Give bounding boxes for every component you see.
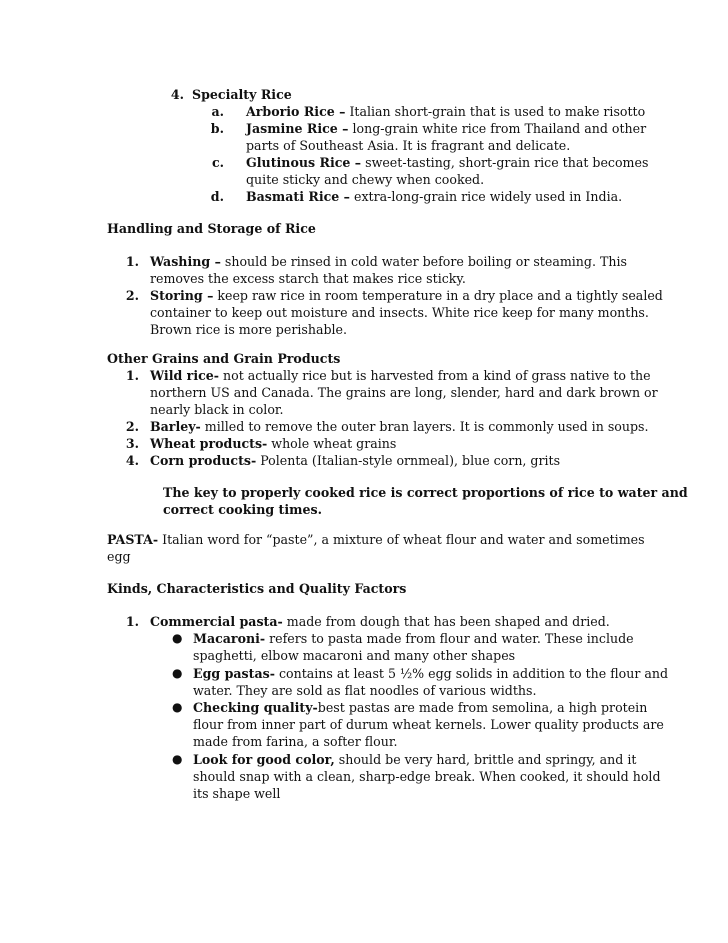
list-item xyxy=(150,418,649,435)
list-item xyxy=(193,665,668,682)
definition-text: Brown rice is more perishable. xyxy=(150,322,347,337)
definition-text: quite sticky and chewy when cooked. xyxy=(246,172,485,187)
list-item xyxy=(150,287,663,304)
definition-text: should snap with a clean, sharp-edge break. When cooked, it should hold xyxy=(193,769,661,784)
definition-text: sweet-tasting, short-grain rice that becomes xyxy=(361,155,649,170)
key-note: The key to properly cooked rice is correct proportions of rice to water and xyxy=(163,485,688,500)
bullet-icon: ● xyxy=(172,700,183,714)
term: Macaroni- xyxy=(193,631,266,646)
list-number: 4. xyxy=(125,453,139,468)
list-item xyxy=(150,613,610,630)
definition-text: long-grain white rice from Thailand and other xyxy=(348,121,647,136)
list-number: 1. xyxy=(125,254,139,269)
bullet-icon: ● xyxy=(172,631,183,645)
term: Washing – xyxy=(150,254,221,269)
section-heading-handling: Handling and Storage of Rice xyxy=(107,221,316,236)
definition-text: flour from inner part of durum wheat kernels. Lower quality products are xyxy=(193,717,664,732)
definition-text: parts of Southeast Asia. It is fragrant and delicate. xyxy=(246,138,571,153)
list-item xyxy=(150,367,651,384)
list-item xyxy=(193,699,647,716)
definition-text: contains at least 5 ½% egg solids in addition to the flour and xyxy=(274,666,669,681)
pasta-definition xyxy=(107,531,645,548)
specialty-rice-heading: Specialty Rice xyxy=(192,87,292,102)
definition-text: Polenta (Italian-style ornmeal), blue corn, grits xyxy=(256,453,561,468)
definition-text: whole wheat grains xyxy=(267,436,397,451)
list-item xyxy=(246,154,648,171)
term: Commercial pasta- xyxy=(150,614,283,629)
definition-text: keep raw rice in room temperature in a dry place and a tightly sealed xyxy=(213,288,663,303)
definition-text: egg xyxy=(107,549,131,564)
list-number: 1. xyxy=(125,368,139,383)
term: Wild rice- xyxy=(150,368,220,383)
section-heading-grains: Other Grains and Grain Products xyxy=(107,351,341,366)
definition-text: northern US and Canada. The grains are long, slender, hard and dark brown or xyxy=(150,385,658,400)
list-number: 2. xyxy=(125,288,139,303)
list-item xyxy=(150,452,560,469)
definition-text: should be very hard, brittle and springy, and it xyxy=(334,752,637,767)
list-item xyxy=(150,435,396,452)
list-letter: c. xyxy=(211,155,224,170)
definition-text: nearly black in color. xyxy=(150,402,284,417)
definition-text: its shape well xyxy=(193,786,281,801)
term: Egg pastas- xyxy=(193,666,275,681)
key-note: correct cooking times. xyxy=(163,502,322,517)
definition-text: milled to remove the outer bran layers. It is commonly used in soups. xyxy=(200,419,649,434)
definition-text: container to keep out moisture and insects. White rice keep for many months. xyxy=(150,305,649,320)
list-number: 4. xyxy=(170,87,184,102)
term: PASTA- xyxy=(107,532,159,547)
definition-text: spaghetti, elbow macaroni and many other shapes xyxy=(193,648,516,663)
list-item xyxy=(246,120,646,137)
list-item xyxy=(246,103,645,120)
definition-text: made from dough that has been shaped and dried. xyxy=(282,614,610,629)
definition-text: removes the excess starch that makes rice sticky. xyxy=(150,271,466,286)
term: Checking quality- xyxy=(193,700,318,715)
definition-text: water. They are sold as flat noodles of various widths. xyxy=(193,683,537,698)
term: Jasmine Rice – xyxy=(246,121,349,136)
list-item xyxy=(246,188,622,205)
definition-text: refers to pasta made from flour and water. These include xyxy=(265,631,634,646)
list-item xyxy=(193,630,634,647)
definition-text: not actually rice but is harvested from a kind of grass native to the xyxy=(219,368,651,383)
term: Corn products- xyxy=(150,453,257,468)
definition-text: Italian word for “paste”, a mixture of wheat flour and water and sometimes xyxy=(158,532,645,547)
term: Storing – xyxy=(150,288,214,303)
definition-text: extra-long-grain rice widely used in India. xyxy=(349,189,623,204)
definition-text: should be rinsed in cold water before boiling or steaming. This xyxy=(220,254,627,269)
list-letter: d. xyxy=(210,189,224,204)
list-letter: a. xyxy=(211,104,224,119)
list-item xyxy=(193,751,636,768)
term: Glutinous Rice – xyxy=(246,155,362,170)
term: Basmati Rice – xyxy=(246,189,350,204)
bullet-icon: ● xyxy=(172,666,183,680)
term: Barley- xyxy=(150,419,201,434)
term: Wheat products- xyxy=(150,436,268,451)
term: Arborio Rice – xyxy=(246,104,346,119)
list-number: 3. xyxy=(125,436,139,451)
list-item xyxy=(150,253,627,270)
list-number: 2. xyxy=(125,419,139,434)
definition-text: Italian short-grain that is used to make risotto xyxy=(345,104,646,119)
list-letter: b. xyxy=(210,121,224,136)
section-heading-kinds: Kinds, Characteristics and Quality Factors xyxy=(107,581,407,596)
definition-text: best pastas are made from semolina, a high protein xyxy=(317,700,648,715)
list-number: 1. xyxy=(125,614,139,629)
definition-text: made from farina, a softer flour. xyxy=(193,734,398,749)
term: Look for good color, xyxy=(193,752,335,767)
bullet-icon: ● xyxy=(172,752,183,766)
